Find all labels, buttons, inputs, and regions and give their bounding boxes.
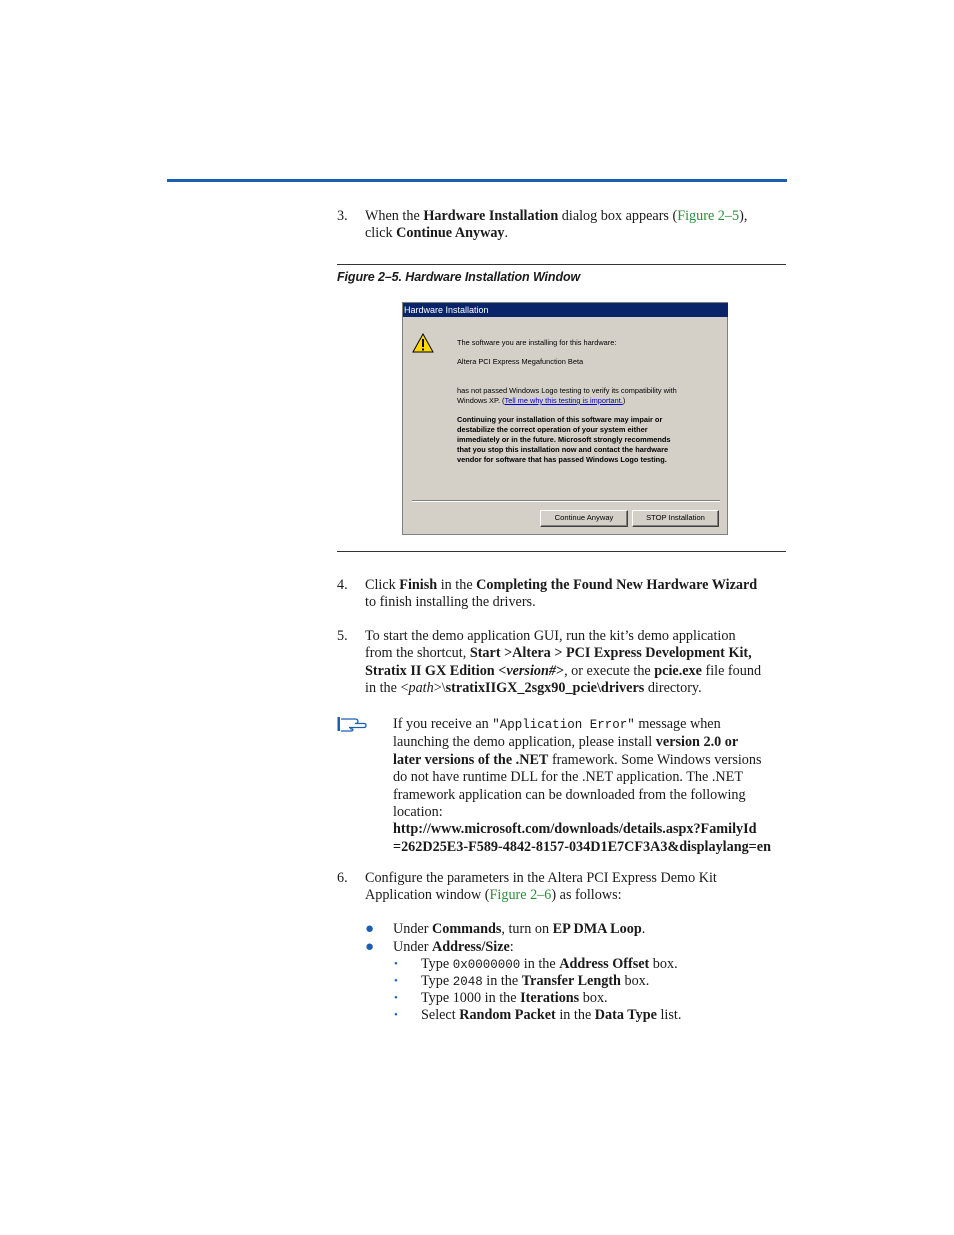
step-5-text: To start the demo application GUI, run the kit’s demo application from the shortcut, Start >Altera > PCI Express Development Kit, Stratix II GX Edition <version#>, or execute the pcie.exe file found in the <path>\stratixIIGX_2sgx90_pcie\drivers directory. [365, 628, 762, 697]
dialog-title-bar: Hardware Installation [403, 303, 728, 317]
pointing-hand-icon [337, 715, 367, 735]
figure-2-5-link[interactable]: Figure 2–5 [677, 208, 740, 224]
sub-bullet-data-type: Select Random Packet in the Data Type list. [421, 1007, 682, 1023]
sub-bullet-icon: • [394, 958, 398, 970]
continue-anyway-button[interactable]: Continue Anyway [540, 510, 628, 527]
step-3-text: When the Hardware Installation dialog box appears (Figure 2–5), click Continue Anyway. [365, 208, 748, 242]
warning-icon [412, 333, 434, 353]
step-4-text: Click Finish in the Completing the Found New Hardware Wizard to finish installing the drivers. [365, 577, 758, 611]
dialog-warning-line-5: vendor for software that has passed Windows Logo testing. [457, 455, 667, 464]
dialog-line-1: The software you are installing for this hardware: [457, 338, 617, 347]
step-4-number: 4. [337, 577, 348, 593]
bullet-icon: ● [365, 921, 375, 937]
sub-bullet-icon: • [394, 975, 398, 987]
figure-caption: Figure 2–5. Hardware Installation Window [337, 270, 581, 284]
sub-bullet-address-offset: Type 0x0000000 in the Address Offset box. [421, 956, 678, 972]
sub-bullet-transfer-length: Type 2048 in the Transfer Length box. [421, 973, 650, 989]
dialog-line-2: has not passed Windows Logo testing to verify its compatibility with [457, 386, 677, 395]
sub-bullet-icon: • [394, 992, 398, 1004]
dialog-warning-line-2: destabilize the correct operation of your system either [457, 425, 648, 434]
bullet-icon: ● [365, 939, 375, 955]
stop-installation-button[interactable]: STOP Installation [632, 510, 719, 527]
figure-2-6-link[interactable]: Figure 2–6 [489, 887, 552, 904]
dotnet-note: If you receive an "Application Error" message when launching the demo application, please install version 2.0 or later versions of the .NET framework. Some Windows versions do not have runtime DLL for the .NET application. The .NET framework application can be downloaded from the following location: http://www.microsoft.com/downloads/details.aspx?FamilyId =262D25E3-F589-4842-8157-034D1E7CF3A3&displaylang=en [393, 716, 771, 855]
figure-top-rule [337, 264, 786, 265]
step-6-text: Configure the parameters in the Altera PCI Express Demo Kit Application window (Figure 2–6) as follows: [365, 870, 717, 904]
figure-bottom-rule [337, 551, 786, 552]
dialog-separator [412, 500, 720, 502]
hardware-installation-dialog [402, 302, 728, 535]
step-5-number: 5. [337, 628, 348, 644]
dialog-line-3: Windows XP. (Tell me why this testing is important.) [457, 396, 626, 405]
bullet-commands: Under Commands, turn on EP DMA Loop. [393, 921, 646, 937]
download-url-line-1[interactable]: http://www.microsoft.com/downloads/details.aspx?FamilyId [393, 821, 757, 838]
dialog-warning-line-3: immediately or in the future. Microsoft strongly recommends [457, 435, 671, 444]
sub-bullet-icon: • [394, 1009, 398, 1021]
step-6-number: 6. [337, 870, 348, 886]
bullet-address-size: Under Address/Size: [393, 939, 514, 955]
dialog-warning-line-4: that you stop this installation now and contact the hardware [457, 445, 669, 454]
dialog-device-name: Altera PCI Express Megafunction Beta [457, 357, 584, 366]
tell-me-why-link[interactable]: Tell me why this testing is important. [504, 396, 623, 405]
step-3-number: 3. [337, 208, 348, 224]
download-url-line-2[interactable]: =262D25E3-F589-4842-8157-034D1E7CF3A3&displaylang=en [393, 838, 771, 855]
sub-bullet-iterations: Type 1000 in the Iterations box. [421, 990, 608, 1006]
dialog-warning-line-1: Continuing your installation of this software may impair or [457, 415, 663, 424]
header-rule [167, 179, 787, 182]
